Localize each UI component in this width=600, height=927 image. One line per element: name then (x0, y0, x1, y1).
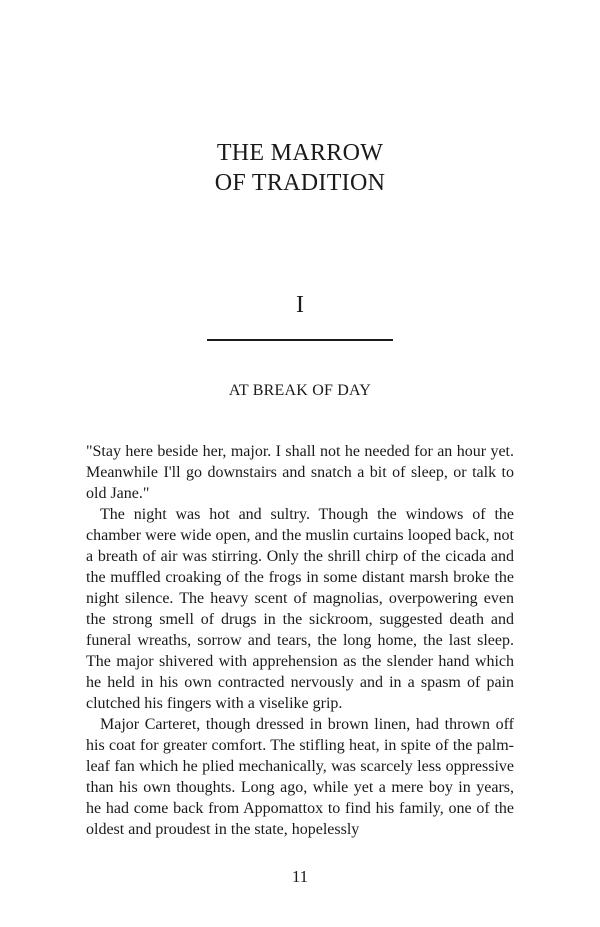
chapter-title: AT BREAK OF DAY (228, 382, 372, 399)
book-title-line-1: THE MARROW (216, 140, 384, 166)
paragraph-2: The night was hot and sultry. Though the windows of the chamber were wide open, and the muslin curtains looped back, not a breath of air was stirring. Only the shrill chirp of the cicada and the muffled croaking of the frogs in some distant marsh broke the night silence. The heavy scent of magnolias, overpowering even the strong smell of drugs in the sickroom, suggested death and funeral wreaths, sorrow and tears, the long home, the last sleep. The major shivered with apprehension as the slender hand which he held in his own contracted nervously and in a spasm of pain clutched his fingers with a viselike grip. (86, 506, 514, 712)
chapter-divider (207, 339, 393, 341)
chapter-body (86, 441, 514, 840)
page-number: 11 (291, 867, 309, 886)
paragraph-1: "Stay here beside her, major. I shall not he needed for an hour yet. Meanwhile I'll go downstairs and snatch a bit of sleep, or talk to old Jane." (86, 443, 514, 502)
chapter-number: I (296, 292, 304, 318)
book-title-line-2: OF TRADITION (214, 170, 386, 196)
paragraph-3: Major Carteret, though dressed in brown linen, had thrown off his coat for greater comfort. The stifling heat, in spite of the palm-leaf fan which he plied mechanically, was scarcely less oppressive than his own thoughts. Long ago, while yet a mere boy in years, he had come back from Appomattox to find his family, one of the oldest and proudest in the state, hopelessly (86, 716, 514, 838)
